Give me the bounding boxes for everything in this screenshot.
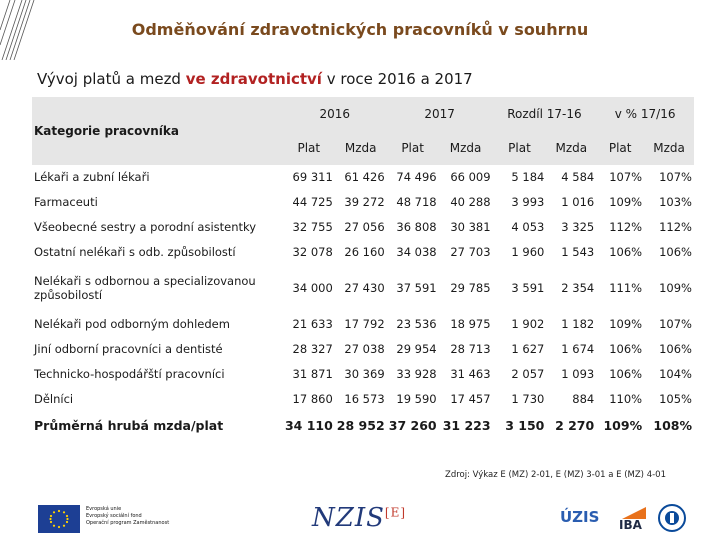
value-cell: 111% [596, 265, 644, 312]
value-cell: 33 928 [387, 362, 439, 387]
value-cell: 109% [596, 190, 644, 215]
value-cell: 3 325 [546, 215, 596, 240]
subheader: Mzda [555, 141, 588, 155]
eu-flag-logo [38, 505, 80, 533]
table-row [32, 265, 694, 312]
total-value-cell: 34 110 [283, 412, 335, 439]
value-cell: 19 590 [387, 387, 439, 412]
eu-text [86, 506, 169, 527]
value-cell: 31 463 [439, 362, 493, 387]
value-cell: 18 975 [439, 312, 493, 337]
value-cell: 112% [596, 215, 644, 240]
total-value-cell: 31 223 [439, 412, 493, 439]
uzis-logo: ÚZIS [560, 508, 600, 526]
value-cell: 107% [596, 165, 644, 190]
value-cell: 27 038 [335, 337, 387, 362]
category-cell: Nelékaři s odbornou a specializovanou způsobilostí [32, 265, 283, 312]
nzis-text: NZIS [312, 503, 385, 533]
value-cell: 28 713 [439, 337, 493, 362]
value-cell: 61 426 [335, 165, 387, 190]
subtitle-accent: ve zdravotnictví [185, 70, 322, 88]
value-cell: 31 871 [283, 362, 335, 387]
value-cell: 40 288 [439, 190, 493, 215]
table-row [32, 165, 694, 190]
value-cell: 1 182 [546, 312, 596, 337]
value-cell: 4 584 [546, 165, 596, 190]
value-cell: 32 078 [283, 240, 335, 265]
value-cell: 1 543 [546, 240, 596, 265]
value-cell: 884 [546, 387, 596, 412]
value-cell: 37 591 [387, 265, 439, 312]
source-note: Zdroj: Výkaz E (MZ) 2-01, E (MZ) 3-01 a E (MZ) 4-01 [445, 470, 666, 480]
total-value-cell: 109% [596, 412, 644, 439]
value-cell: 1 674 [546, 337, 596, 362]
total-value-cell: 2 270 [546, 412, 596, 439]
group-2017: 2017 [424, 107, 455, 121]
value-cell: 66 009 [439, 165, 493, 190]
value-cell: 26 160 [335, 240, 387, 265]
total-value-cell: 37 260 [387, 412, 439, 439]
value-cell: 107% [644, 312, 694, 337]
page-title: Odměňování zdravotnických pracovníků v souhrnu [131, 20, 589, 39]
table-row [32, 190, 694, 215]
value-cell: 27 056 [335, 215, 387, 240]
table-row [32, 387, 694, 412]
value-cell: 32 755 [283, 215, 335, 240]
value-cell: 16 573 [335, 387, 387, 412]
total-category-cell: Průměrná hrubá mzda/plat [32, 412, 283, 439]
value-cell: 106% [644, 337, 694, 362]
category-cell: Ostatní nelékaři s odb. způsobilostí [32, 240, 283, 265]
value-cell: 103% [644, 190, 694, 215]
value-cell: 1 627 [493, 337, 547, 362]
value-cell: 2 057 [493, 362, 547, 387]
value-cell: 17 860 [283, 387, 335, 412]
subheader: Plat [608, 141, 632, 155]
value-cell: 109% [596, 312, 644, 337]
value-cell: 106% [596, 337, 644, 362]
table-row [32, 215, 694, 240]
iba-logo-text: IBA [619, 518, 642, 532]
category-cell: Dělníci [32, 387, 283, 412]
value-cell: 44 725 [283, 190, 335, 215]
value-cell: 48 718 [387, 190, 439, 215]
eu-line2: Evropský sociální fond [86, 513, 142, 519]
subheader: Mzda [344, 141, 377, 155]
value-cell: 17 457 [439, 387, 493, 412]
category-cell: Jiní odborní pracovníci a dentisté [32, 337, 283, 362]
table-header-groups [32, 97, 694, 131]
subheader: Plat [401, 141, 424, 155]
value-cell: 1 730 [493, 387, 547, 412]
value-cell: 69 311 [283, 165, 335, 190]
value-cell: 104% [644, 362, 694, 387]
value-cell: 2 354 [546, 265, 596, 312]
subheader: Mzda [449, 141, 482, 155]
value-cell: 3 993 [493, 190, 547, 215]
value-cell: 39 272 [335, 190, 387, 215]
value-cell: 106% [596, 240, 644, 265]
value-cell: 4 053 [493, 215, 547, 240]
subtitle-part2: v roce 2016 a 2017 [321, 70, 473, 88]
value-cell: 17 792 [335, 312, 387, 337]
category-cell: Farmaceuti [32, 190, 283, 215]
subtitle-part1: Vývoj platů a mezd [37, 70, 186, 88]
category-cell: Nelékaři pod odborným dohledem [32, 312, 283, 337]
table-row [32, 240, 694, 265]
value-cell: 34 000 [283, 265, 335, 312]
value-cell: 74 496 [387, 165, 439, 190]
value-cell: 107% [644, 165, 694, 190]
value-cell: 106% [596, 362, 644, 387]
category-cell: Všeobecné sestry a porodní asistentky [32, 215, 283, 240]
value-cell: 28 327 [283, 337, 335, 362]
muni-logo [658, 504, 686, 532]
value-cell: 34 038 [387, 240, 439, 265]
total-value-cell: 28 952 [335, 412, 387, 439]
value-cell: 1 902 [493, 312, 547, 337]
subheader: Mzda [653, 141, 685, 155]
group-2016: 2016 [319, 107, 350, 121]
value-cell: 109% [644, 265, 694, 312]
category-header: Kategorie pracovníka [34, 124, 179, 138]
value-cell: 36 808 [387, 215, 439, 240]
value-cell: 3 591 [493, 265, 547, 312]
value-cell: 29 954 [387, 337, 439, 362]
value-cell: 30 381 [439, 215, 493, 240]
value-cell: 1 093 [546, 362, 596, 387]
subtitle [37, 70, 473, 88]
total-row [32, 412, 694, 439]
value-cell: 1 016 [546, 190, 596, 215]
eu-line3: Operační program Zaměstnanost [86, 520, 170, 526]
value-cell: 106% [644, 240, 694, 265]
value-cell: 1 960 [493, 240, 547, 265]
table-row [32, 362, 694, 387]
total-value-cell: 3 150 [493, 412, 547, 439]
value-cell: 30 369 [335, 362, 387, 387]
category-cell: Technicko-hospodářští pracovníci [32, 362, 283, 387]
value-cell: 21 633 [283, 312, 335, 337]
value-cell: 23 536 [387, 312, 439, 337]
value-cell: 5 184 [493, 165, 547, 190]
value-cell: 105% [644, 387, 694, 412]
eu-line1: Evropská unie [86, 506, 122, 512]
salary-table [32, 97, 694, 438]
subheader: Plat [297, 141, 321, 155]
subheader: Plat [508, 141, 531, 155]
group-difference: Rozdíl 17-16 [507, 107, 582, 121]
value-cell: 29 785 [439, 265, 493, 312]
nzis-logo [312, 503, 406, 533]
value-cell: 112% [644, 215, 694, 240]
nzis-sup: [E] [384, 505, 407, 520]
value-cell: 27 703 [439, 240, 493, 265]
value-cell: 27 430 [335, 265, 387, 312]
table-row [32, 337, 694, 362]
group-percent: v % 17/16 [614, 107, 676, 121]
table-row [32, 312, 694, 337]
value-cell: 110% [596, 387, 644, 412]
category-cell: Lékaři a zubní lékaři [32, 165, 283, 190]
total-value-cell: 108% [644, 412, 694, 439]
